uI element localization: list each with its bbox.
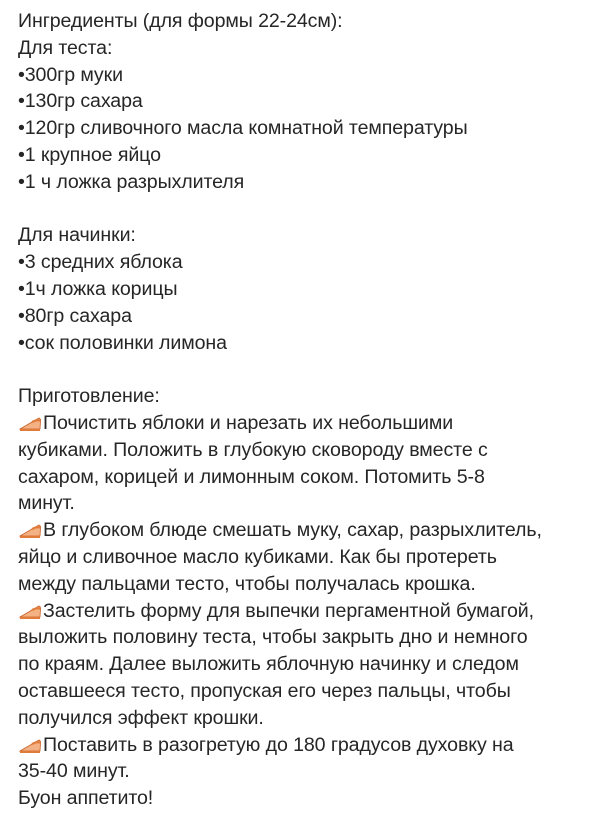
dough-item: •1 крупное яйцо (18, 143, 161, 166)
step-text: кубиками. Положить в глубокую сковороду вместе с (18, 438, 488, 461)
filling-item: •сок половинки лимона (18, 331, 227, 354)
dough-item: •300гр муки (18, 63, 123, 86)
filling-item: •3 средних яблока (18, 251, 183, 274)
spacer (18, 356, 588, 383)
pie-icon (18, 602, 42, 620)
preparation-step (18, 598, 588, 732)
dough-list (18, 62, 588, 196)
preparation-step (18, 517, 588, 597)
step-text: выложить половину теста, чтобы закрыть дно и немного (18, 626, 528, 649)
step-text: яйцо и сливочное масло кубиками. Как бы протереть (18, 545, 497, 568)
step-text: В глубоком блюде смешать муку, сахар, разрыхлитель, (43, 519, 542, 542)
preparation-heading: Приготовление: (18, 385, 160, 408)
dough-item: •130гр сахара (18, 90, 143, 113)
filling-item: •80гр сахара (18, 304, 132, 327)
step-text: 35-40 минут. (18, 760, 130, 783)
filling-list (18, 249, 588, 356)
filling-heading: Для начинки: (18, 224, 136, 247)
closing-text: Буон аппетито! (18, 787, 154, 810)
step-text: между пальцами тесто, чтобы получалась крошка. (18, 572, 476, 595)
preparation-step (18, 732, 588, 786)
step-text: Застелить форму для выпечки пергаментной бумагой, (43, 599, 534, 622)
preparation-step (18, 410, 588, 517)
step-text: оставшееся тесто, пропуская его через пальцы, чтобы (18, 679, 511, 702)
dough-item: •120гр сливочного масла комнатной температуры (18, 117, 468, 140)
pie-icon (18, 521, 42, 539)
pie-icon (18, 414, 42, 432)
step-text: сахаром, корицей и лимонным соком. Потомить 5-8 (18, 465, 485, 488)
step-text: Поставить в разогретую до 180 градусов духовку на (43, 733, 514, 756)
step-text: получился эффект крошки. (18, 706, 264, 729)
ingredients-heading: Ингредиенты (для формы 22-24см): (18, 10, 343, 32)
dough-heading: Для теста: (18, 36, 113, 59)
step-text: Почистить яблоки и нарезать их небольшими (43, 411, 454, 434)
step-text: минут. (18, 492, 75, 515)
filling-item: •1ч ложка корицы (18, 277, 178, 300)
step-text: по краям. Далее выложить яблочную начинку и следом (18, 653, 519, 676)
spacer (18, 196, 588, 223)
pie-icon (18, 736, 42, 754)
dough-item: •1 ч ложка разрыхлителя (18, 170, 245, 193)
recipe-document (18, 8, 588, 812)
